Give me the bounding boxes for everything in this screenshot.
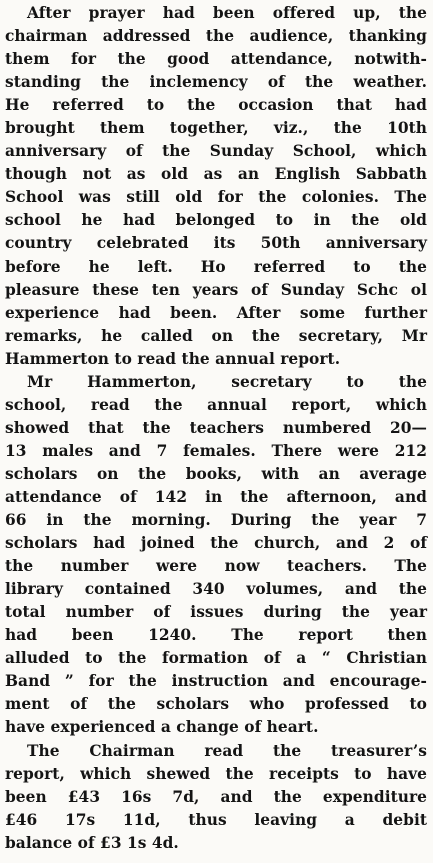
- text-line: Band ” for the instruction and encourage-: [5, 672, 427, 691]
- text-line: standing the inclemency of the weather.: [5, 73, 427, 92]
- text-line: scholars had joined the church, and 2 of: [5, 534, 427, 553]
- text-line: attendance of 142 in the afternoon, and: [5, 487, 427, 506]
- text-line: ment of the scholars who professed to: [5, 695, 427, 714]
- text-line: been £43 16s 7d, and the expenditure: [5, 787, 427, 806]
- text-line: though not as old as an English Sabbath: [5, 165, 427, 184]
- text-line: total number of issues during the year: [5, 603, 427, 622]
- text-line: pleasure these ten years of Sunday Schc ol: [5, 280, 427, 299]
- paragraph-annual-report: [5, 371, 427, 740]
- text-line: school he had belonged to in the old: [5, 211, 427, 230]
- text-line: Hammerton to read the annual report.: [5, 349, 341, 368]
- text-line: showed that the teachers numbered 20—: [5, 418, 427, 437]
- text-line: balance of £3 1s 4d.: [5, 833, 179, 852]
- text-line: them for the good attendance, notwith-: [5, 50, 427, 69]
- text-line: had been 1240. The report then: [5, 626, 427, 645]
- text-line: Mr Hammerton, secretary to the: [27, 372, 427, 391]
- text-line: before he left. Ho referred to the: [5, 257, 427, 276]
- text-line: remarks, he called on the secretary, Mr: [5, 326, 427, 345]
- text-line: alluded to the formation of a “ Christian: [5, 649, 427, 668]
- text-line: chairman addressed the audience, thanking: [5, 27, 427, 46]
- text-line: have experienced a change of heart.: [5, 718, 319, 737]
- text-line: £46 17s 11d, thus leaving a debit: [5, 810, 427, 829]
- text-line: experience had been. After some further: [5, 303, 427, 322]
- text-line: report, which shewed the receipts to have: [5, 764, 427, 783]
- paragraph-treasurer-report: [5, 740, 427, 855]
- text-line: school, read the annual report, which: [5, 395, 427, 414]
- text-line: country celebrated its 50th anniversary: [5, 234, 427, 253]
- text-line: He referred to the occasion that had: [5, 96, 427, 115]
- paragraph-chairman-address: [5, 2, 427, 371]
- text-line: School was still old for the colonies. The: [5, 188, 427, 207]
- text-line: The Chairman read the treasurer’s: [27, 741, 427, 760]
- text-line: library contained 340 volumes, and the: [5, 580, 427, 599]
- text-line: After prayer had been offered up, the: [27, 4, 427, 22]
- text-line: the number were now teachers. The: [5, 557, 427, 576]
- text-line: brought them together, viz., the 10th: [5, 119, 427, 138]
- text-line: anniversary of the Sunday School, which: [5, 142, 427, 161]
- text-line: 66 in the morning. During the year 7: [5, 511, 427, 530]
- text-line: 13 males and 7 females. There were 212: [5, 441, 427, 460]
- text-line: scholars on the books, with an average: [5, 464, 427, 483]
